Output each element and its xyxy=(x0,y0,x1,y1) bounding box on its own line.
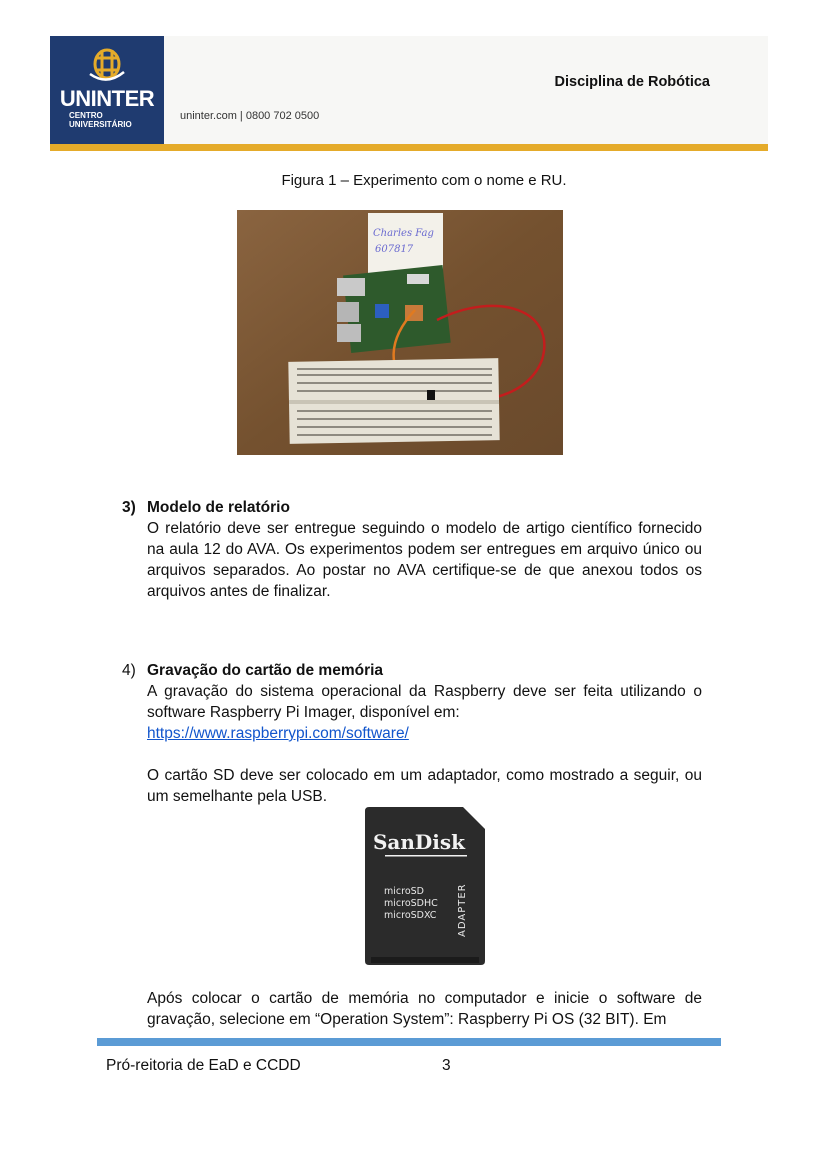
footer-divider xyxy=(97,1038,721,1046)
sd-adapter-label: ADAPTER xyxy=(457,883,468,937)
globe-icon xyxy=(88,44,126,84)
sd-adapter-drawing xyxy=(365,807,485,965)
experiment-photo-drawing xyxy=(237,210,563,455)
logo-sub-line2: UNIVERSITÁRIO xyxy=(69,120,132,129)
section-title: Modelo de relatório xyxy=(147,499,290,516)
section-title: Gravação do cartão de memória xyxy=(147,662,384,679)
uninter-logo xyxy=(50,36,164,144)
section-paragraph-2: O cartão SD deve ser colocado em um adaptador, como mostrado a seguir, ou um semelhante pela USB. xyxy=(147,767,702,805)
note-name: Charles Fag xyxy=(373,228,434,239)
page-header xyxy=(50,36,768,144)
raspberry-software-link[interactable]: https://www.raspberrypi.com/software/ xyxy=(147,725,409,742)
section-paragraph: O relatório deve ser entregue seguindo o modelo de artigo científico fornecido na aula 12 do AVA. Os experimentos podem ser entregues em arquivo único ou arquivos separados. Ao postar no AVA certifique-se de que anexou todos os arquivos antes de finalizar. xyxy=(147,520,702,600)
header-divider xyxy=(50,144,768,151)
experiment-photo xyxy=(237,210,563,455)
logo-sub-line1: CENTRO xyxy=(69,111,103,120)
sd-type-2: microSDHC xyxy=(384,898,438,909)
footer-institution: Pró-reitoria de EaD e CCDD xyxy=(106,1057,301,1074)
sd-type-1: microSD xyxy=(384,886,424,897)
page-number: 3 xyxy=(442,1057,451,1074)
section-paragraph-1: A gravação do sistema operacional da Raspberry deve ser feita utilizando o software Raspberry Pi Imager, disponível em: xyxy=(147,683,702,721)
section-link-row xyxy=(147,723,702,744)
sd-brand: SanDisk xyxy=(372,830,466,854)
logo-name: UNINTER xyxy=(59,86,155,111)
figure-caption: Figura 1 – Experimento com o nome e RU. xyxy=(281,172,567,189)
course-title: Disciplina de Robótica xyxy=(554,74,710,90)
contact-info: uninter.com | 0800 702 0500 xyxy=(180,110,320,122)
section-paragraph-3: Após colocar o cartão de memória no computador e inicie o software de gravação, selecione em “Operation System”: Raspberry Pi OS (32 BIT). Em xyxy=(147,990,702,1028)
sd-type-3: microSDXC xyxy=(384,910,437,921)
section-number: 4) xyxy=(122,662,136,679)
sd-adapter-image xyxy=(365,807,485,965)
logo-subtitle xyxy=(69,111,132,129)
section-number: 3) xyxy=(122,499,136,516)
note-ru: 607817 xyxy=(375,244,414,255)
